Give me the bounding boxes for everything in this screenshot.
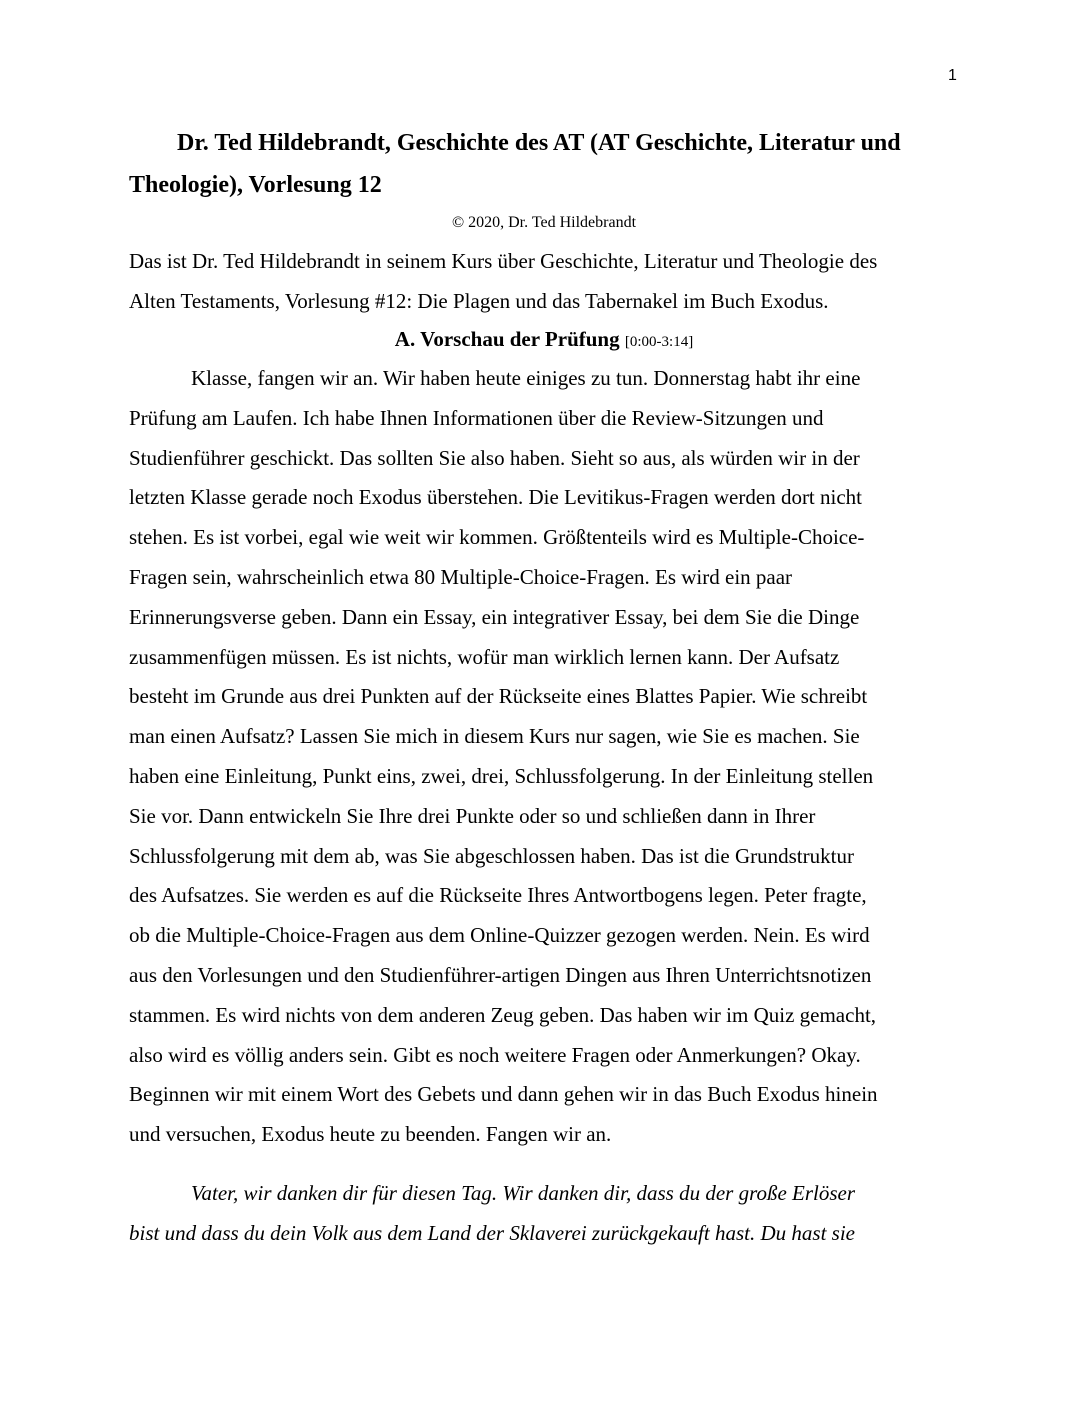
intro-line: Alten Testaments, Vorlesung #12: Die Plagen und das Tabernakel im Buch Exodus. — [129, 288, 829, 313]
prayer-line: Vater, wir danken dir für diesen Tag. Wir danken dir, dass du der große Erlöser — [191, 1181, 856, 1205]
body-line: aus den Vorlesungen und den Studienführer-artigen Dingen aus Ihren Unterrichtsnotizen — [129, 962, 872, 987]
body-line: ob die Multiple-Choice-Fragen aus dem Online-Quizzer gezogen werden. Nein. Es wird — [129, 923, 870, 948]
title-line — [129, 122, 959, 164]
body-line: letzten Klasse gerade noch Exodus überstehen. Die Levitikus-Fragen werden dort nicht — [129, 485, 863, 510]
body-line: zusammenfügen müssen. Es ist nichts, wofür man wirklich lernen kann. Der Aufsatz — [129, 644, 840, 669]
copyright-notice: © 2020, Dr. Ted Hildebrandt — [451, 214, 637, 231]
body-line: Schlussfolgerung mit dem ab, was Sie abgeschlossen haben. Das ist die Grundstruktur — [129, 843, 854, 868]
prayer-paragraph — [129, 1174, 959, 1254]
body-line: also wird es völlig anders sein. Gibt es noch weitere Fragen oder Anmerkungen? Okay. — [129, 1042, 861, 1067]
body-line: und versuchen, Exodus heute zu beenden. Fangen wir an. — [129, 1122, 612, 1147]
body-line: stammen. Es wird nichts von dem anderen Zeug geben. Das haben wir im Quiz gemacht, — [129, 1002, 877, 1027]
section-timestamp: [0:00-3:14] — [624, 334, 694, 350]
body-line: Klasse, fangen wir an. Wir haben heute einiges zu tun. Donnerstag habt ihr eine — [191, 366, 861, 390]
body-line: haben eine Einleitung, Punkt eins, zwei, drei, Schlussfolgerung. In der Einleitung stellen — [129, 763, 874, 788]
body-line: stehen. Es ist vorbei, egal wie weit wir kommen. Größtenteils wird es Multiple-Choice- — [129, 525, 865, 550]
body-line: Sie vor. Dann entwickeln Sie Ihre drei Punkte oder so und schließen dann in Ihrer — [129, 803, 816, 828]
title-line: Theologie), Vorlesung 12 — [129, 172, 382, 198]
body-line: Beginnen wir mit einem Wort des Gebets und dann gehen wir in das Buch Exodus hinein — [129, 1082, 878, 1107]
body-line: Erinnerungsverse geben. Dann ein Essay, ein integrativer Essay, bei dem Sie die Dinge — [129, 604, 860, 629]
body-line: Prüfung am Laufen. Ich habe Ihnen Informationen über die Review-Sitzungen und — [129, 405, 824, 430]
title-line-1-text: Dr. Ted Hildebrandt, Geschichte des AT (AT Geschichte, Literatur und — [177, 130, 901, 156]
intro-line: Das ist Dr. Ted Hildebrandt in seinem Kurs über Geschichte, Literatur und Theologie des — [129, 249, 878, 273]
intro-paragraph — [129, 242, 959, 322]
body-line: Fragen sein, wahrscheinlich etwa 80 Multiple-Choice-Fragen. Es wird ein paar — [129, 564, 793, 589]
section-heading-label: A. Vorschau der Prüfung — [394, 327, 620, 351]
section-heading — [0, 324, 1088, 357]
body-line: besteht im Grunde aus drei Punkten auf der Rückseite eines Blattes Papier. Wie schreibt — [129, 684, 868, 709]
body-paragraph — [129, 359, 959, 1155]
page-number: 1 — [948, 67, 957, 84]
document-title — [129, 122, 959, 206]
body-line: man einen Aufsatz? Lassen Sie mich in diesem Kurs nur sagen, wie Sie es machen. Sie — [129, 724, 860, 749]
prayer-line: bist und dass du dein Volk aus dem Land der Sklaverei zurückgekauft hast. Du hast sie — [129, 1220, 855, 1245]
body-line: des Aufsatzes. Sie werden es auf die Rückseite Ihres Antwortbogens legen. Peter fragte, — [129, 883, 867, 908]
body-line: Studienführer geschickt. Das sollten Sie also haben. Sieht so aus, als würden wir in der — [129, 445, 860, 470]
